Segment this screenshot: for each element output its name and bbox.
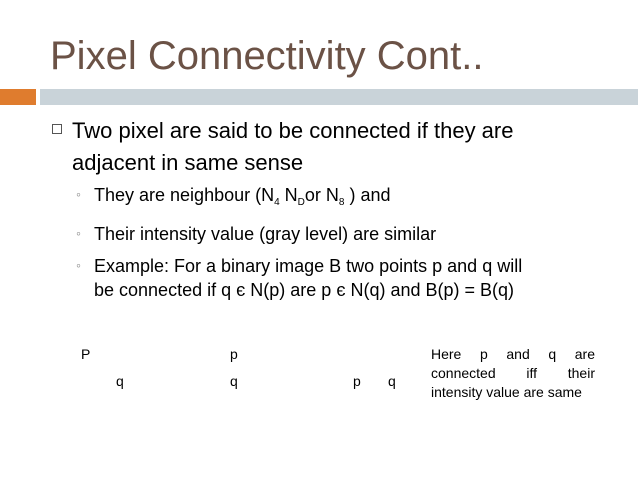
sub-bullet-marker-icon: ◦ [76,186,81,202]
main-bullet-line-2: adjacent in same sense [72,150,304,175]
subscript-d: D [297,197,305,208]
diagram-label-p: p [353,373,361,389]
diagram-label-p: p [230,346,238,362]
subscript-8: 8 [338,197,345,208]
sub-bullet-marker-icon: ◦ [76,257,81,273]
neighbour-prefix: They are neighbour (N [94,185,275,205]
sub-bullet-neighbour [94,183,391,215]
slide-title: Pixel Connectivity Cont.. [50,34,484,78]
diagram-label-q: q [388,373,396,389]
diagram-label-p-upper: P [81,346,91,362]
sub-bullet-marker-icon: ◦ [76,225,81,241]
title-divider [40,89,638,105]
sub-bullet-example-line-1: Example: For a binary image B two points p and q will [94,256,523,276]
main-bullet-line-1: Two pixel are said to be connected if they are [72,118,514,143]
square-bullet-icon [52,124,62,134]
neighbour-suffix: ) and [344,185,391,205]
sub-bullet-example-line-2: be connected if q є N(p) are p є N(q) and B(p) = B(q) [94,280,515,300]
diagram-label-q: q [116,373,124,389]
subscript-4: 4 [274,197,280,208]
accent-bar [0,89,36,105]
sub-bullet-intensity: Their intensity value (gray level) are similar [94,224,437,244]
neighbour-mid-b: or N [304,185,339,205]
diagram-label-q: q [230,373,238,389]
neighbour-mid-a: N [279,185,298,205]
connectivity-note: Here p and q are connected iff their intensity value are same [431,346,595,400]
